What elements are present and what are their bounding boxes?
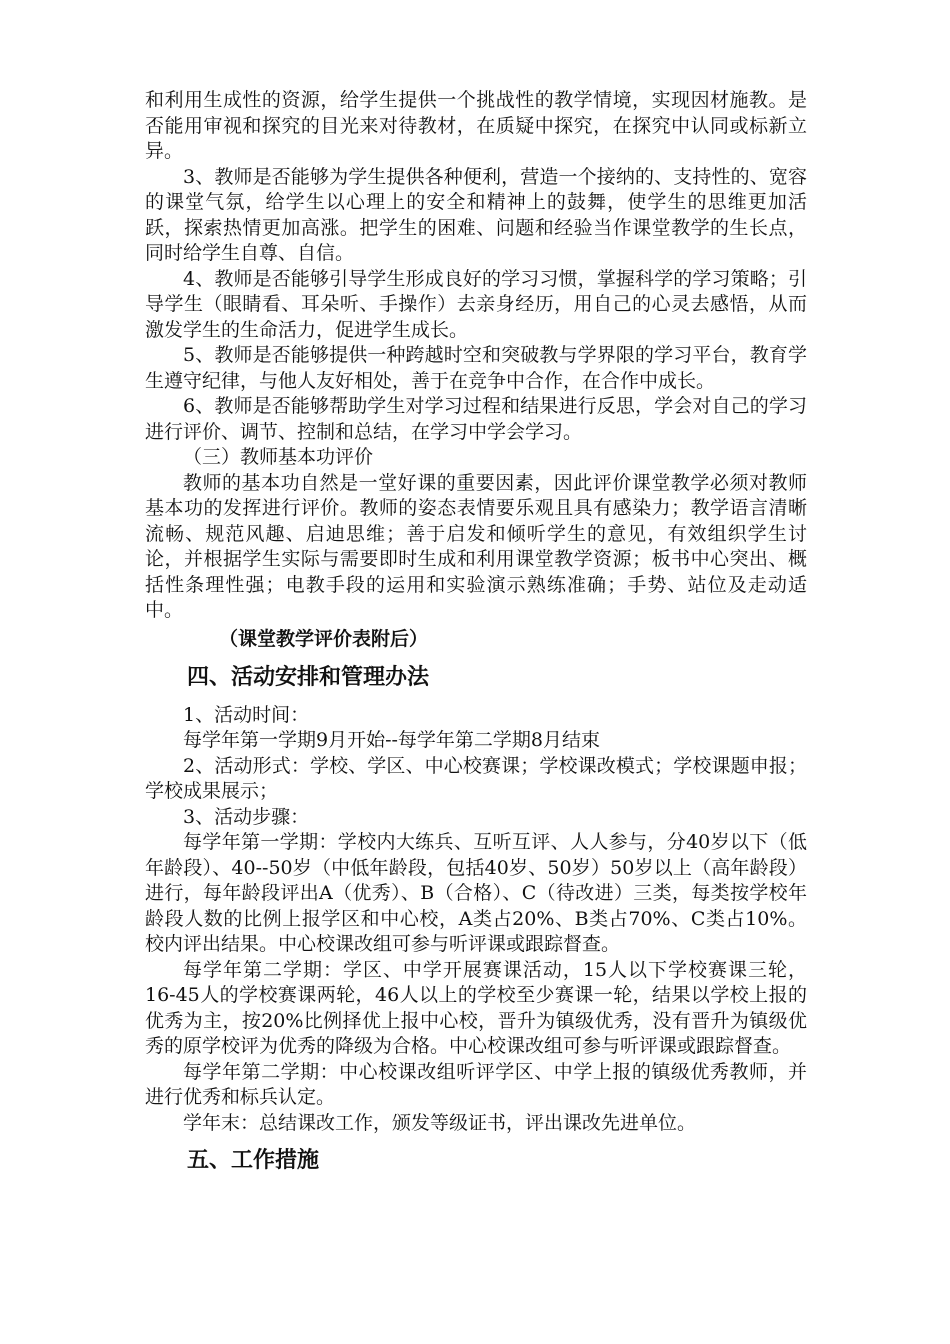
paragraph-item-3: 3、教师是否能够为学生提供各种便利，营造一个接纳的、支持性的、宽容的课堂气氛，给学生以心理上的安全和精神上的鼓舞，使学生的思维更加活跃，探索热情更加高涨。把学生的困难、问题和经验当作课堂教学的生长点，同时给学生自尊、自信。 (145, 165, 807, 264)
activity-steps-label: 3、活动步骤： (183, 805, 310, 828)
activity-step-year-end: 学年末：总结课改工作，颁发等级证书，评出课改先进单位。 (183, 1111, 697, 1134)
section-heading-measures: 五、工作措施 (187, 1148, 320, 1173)
activity-step-first-term: 每学年第一学期：学校内大练兵、互听互评、人人参与，分40岁以下（低年龄段）、40--50岁（中低年龄段，包括40岁、50岁）50岁以上（高年龄段）进行，每年龄段评出A（优秀）、B（合格）、C（待改进）三类，每类按学校年龄段人数的比例上报学区和中心校，A类占20%、B类占70%、C类占10%。校内评出结果。中心校课改组可参与听评课或跟踪督查。 (145, 831, 807, 955)
paragraph-item-4: 4、教师是否能够引导学生形成良好的学习习惯，掌握科学的学习策略；引导学生（眼睛看、耳朵听、手操作）去亲身经历，用自己的心灵去感悟，从而激发学生的生命活力，促进学生成长。 (145, 267, 807, 341)
activity-time-label: 1、活动时间： (183, 703, 310, 726)
paragraph-item-5: 5、教师是否能够提供一种跨越时空和突破教与学界限的学习平台，教育学生遵守纪律，与他人友好相处，善于在竞争中合作，在合作中成长。 (145, 344, 807, 392)
activity-step-second-term: 每学年第二学期：学区、中学开展赛课活动，15人以下学校赛课三轮，16-45人的学校赛课两轮，46人以上的学校至少赛课一轮，结果以学校上报的优秀为主，按20%比例择优上报中心校，晋升为镇级优秀，没有晋升为镇级优秀的原学校评为优秀的降级为合格。中心校课改组可参与听评课或跟踪督查。 (145, 958, 807, 1057)
paragraph-item-6: 6、教师是否能够帮助学生对学习过程和结果进行反思，学会对自己的学习进行评价、调节、控制和总结，在学习中学会学习。 (145, 395, 807, 443)
subheading-basic-skills: （三）教师基本功评价 (183, 446, 374, 468)
activity-step-second-term-center: 每学年第二学期：中心校课改组听评学区、中学上报的镇级优秀教师，并进行优秀和标兵认定。 (145, 1060, 807, 1108)
paragraph-basic-skills: 教师的基本功自然是一堂好课的重要因素，因此评价课堂教学必须对教师基本功的发挥进行评价。教师的姿态表情要乐观且具有感染力；教学语言清晰流畅、规范风趣、启迪思维；善于启发和倾听学生的意见，有效组织学生讨论，并根据学生实际与需要即时生成和利用课堂教学资源；板书中心突出、概括性条理性强；电教手段的运用和实验演示熟练准确；手势、站位及走动适中。 (145, 471, 807, 621)
paragraph-continuation: 和利用生成性的资源，给学生提供一个挑战性的教学情境，实现因材施教。是否能用审视和探究的目光来对待教材，在质疑中探究，在探究中认同或标新立异。 (145, 89, 807, 162)
document-page (145, 88, 807, 1186)
appendix-note: （课堂教学评价表附后） (219, 627, 429, 650)
activity-form: 2、活动形式：学校、学区、中心校赛课；学校课改模式；学校课题申报；学校成果展示； (145, 754, 807, 802)
section-heading-activities: 四、活动安排和管理办法 (187, 664, 430, 690)
activity-time-value: 每学年第一学期9月开始--每学年第二学期8月结束 (183, 729, 601, 751)
